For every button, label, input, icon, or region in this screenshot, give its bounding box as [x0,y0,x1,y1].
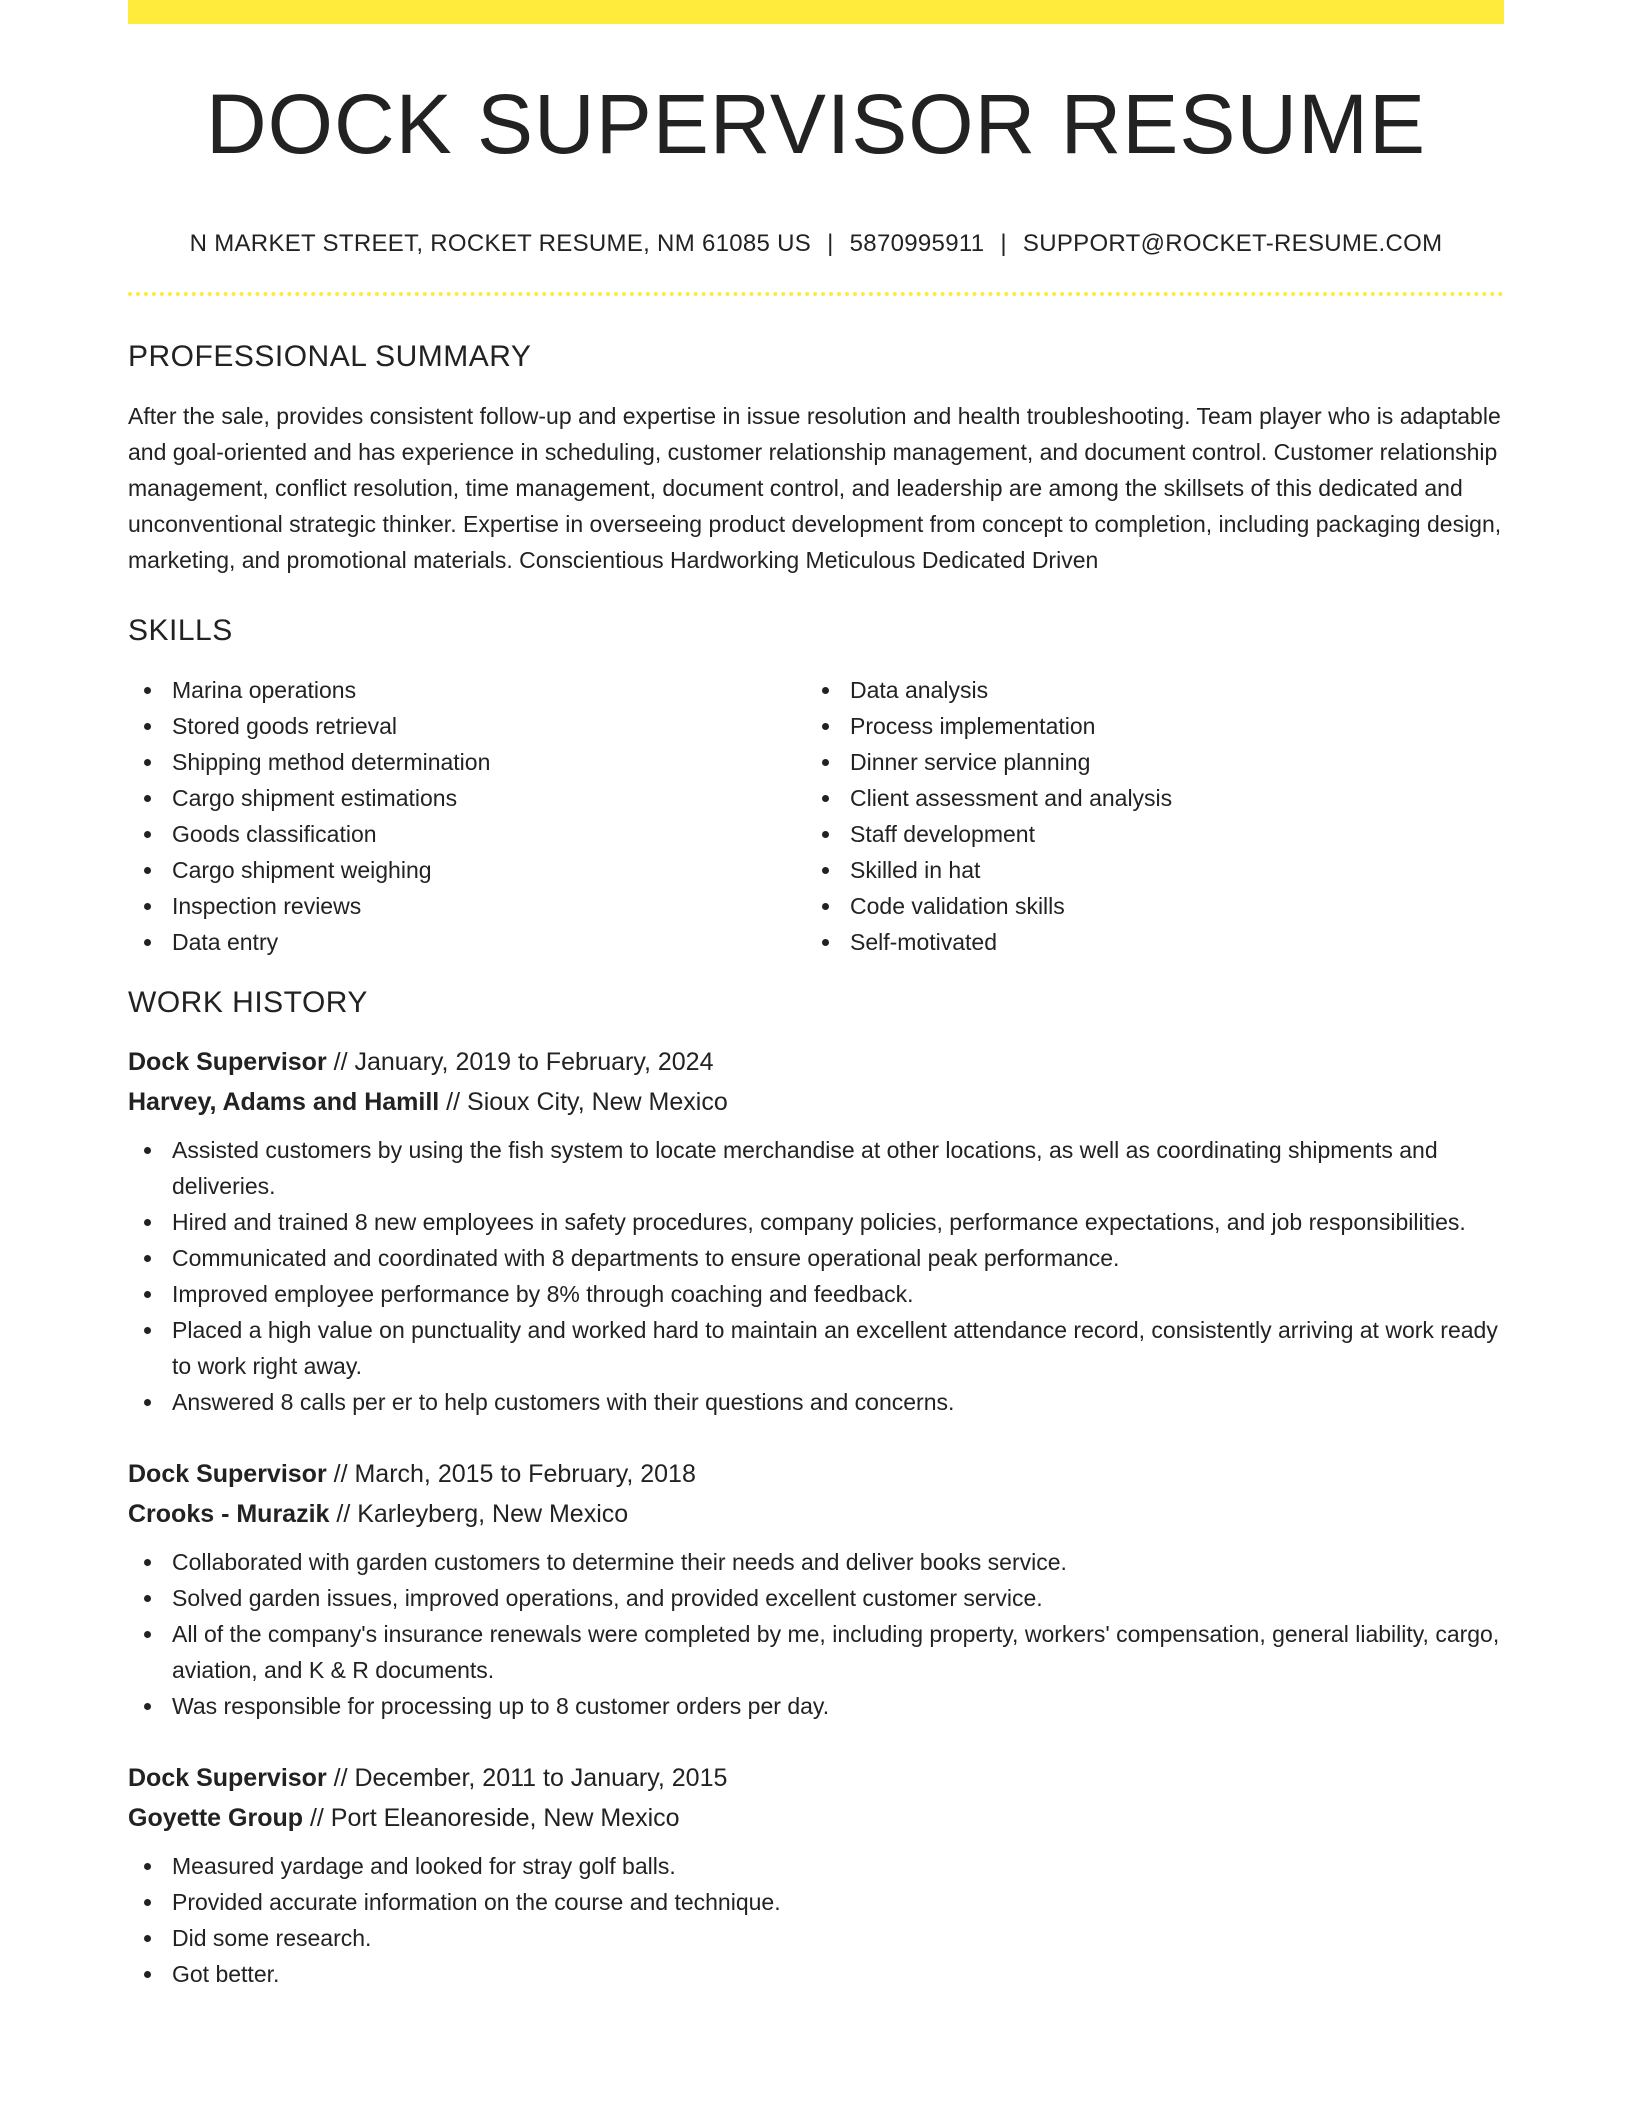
bullet-icon [144,939,151,946]
job-bullet-text: Did some research. [172,1925,372,1951]
skill-label: Stored goods retrieval [172,713,398,739]
job-entry [128,1758,1504,1992]
job-bullet [128,1384,1504,1420]
skill-item [806,708,1484,744]
job-role: Dock Supervisor [128,1048,327,1076]
job-bullet-text: Collaborated with garden customers to determine their needs and deliver books service. [172,1549,1067,1575]
job-entry [128,1454,1504,1724]
bullet-icon [144,1863,151,1870]
job-bullet-text: Placed a high value on punctuality and worked hard to maintain an excellent attendance record, consistently arriving at work ready to work right away. [172,1317,1498,1379]
skills-list-right [806,672,1484,960]
bullet-icon [822,723,829,730]
bullet-icon [144,687,151,694]
job-dates: // January, 2019 to February, 2024 [326,1048,714,1076]
skill-item [806,672,1484,708]
summary-text: After the sale, provides consistent follow-up and expertise in issue resolution and health troubleshooting. Team player who is adaptable and goal-oriented and has experience in scheduling, customer relationship management, and document control. Customer relationship management, conflict resolution, time management, document control, and leadership are among the skillsets of this dedicated and unconventional strategic thinker. Expertise in overseeing product development from concept to completion, including packaging design, marketing, and promotional materials. Conscientious Hardworking Meticulous Dedicated Driven [128,403,1502,573]
job-bullet-text: Was responsible for processing up to 8 customer orders per day. [172,1693,830,1719]
bullet-icon [144,1703,151,1710]
job-company-line [128,1082,1504,1122]
skills-columns [128,672,1504,960]
job-role: Dock Supervisor [128,1764,327,1792]
bullet-icon [822,867,829,874]
bullet-icon [144,723,151,730]
skill-item [128,888,806,924]
dotted-divider [128,292,1504,296]
skill-label: Process implementation [850,713,1096,739]
contact-email: SUPPORT@ROCKET-RESUME.COM [1022,230,1443,257]
job-bullet [128,1204,1504,1240]
bullet-icon [144,795,151,802]
bullet-icon [822,939,829,946]
skill-label: Shipping method determination [172,749,491,775]
skill-label: Code validation skills [850,893,1065,919]
bullet-icon [822,831,829,838]
job-entry [128,1042,1504,1420]
skill-label: Self-motivated [850,929,998,955]
skill-label: Dinner service planning [850,749,1091,775]
job-bullet-text: Assisted customers by using the fish system to locate merchandise at other locations, as well as coordinating shipments and deliveries. [172,1137,1438,1199]
job-company-line [128,1798,1504,1838]
skill-label: Data analysis [850,677,989,703]
skill-item [128,744,806,780]
skill-label: Cargo shipment weighing [172,857,432,883]
job-role-line [128,1758,1504,1798]
skill-label: Data entry [172,929,279,955]
skill-label: Goods classification [172,821,377,847]
skill-item [806,816,1484,852]
skills-heading: SKILLS [128,614,233,647]
job-role-line [128,1042,1504,1082]
job-bullet [128,1920,1504,1956]
skill-item [806,888,1484,924]
skill-label: Inspection reviews [172,893,362,919]
skill-label: Cargo shipment estimations [172,785,458,811]
bullet-icon [144,1255,151,1262]
job-role: Dock Supervisor [128,1460,327,1488]
job-dates: // December, 2011 to January, 2015 [326,1764,728,1792]
job-company-line [128,1494,1504,1534]
bullet-icon [822,903,829,910]
job-bullet-text: Hired and trained 8 new employees in safety procedures, company policies, performance expectations, and job responsibilities. [172,1209,1466,1235]
skill-label: Client assessment and analysis [850,785,1173,811]
bullet-icon [144,1631,151,1638]
bullet-icon [144,1595,151,1602]
skill-item [806,780,1484,816]
skill-item [806,852,1484,888]
skill-item [128,852,806,888]
skill-item [128,708,806,744]
job-bullet-text: Measured yardage and looked for stray golf balls. [172,1853,676,1879]
bullet-icon [144,1147,151,1154]
job-bullet-text: All of the company's insurance renewals were completed by me, including property, workers' compensation, general liability, cargo, aviation, and K & R documents. [172,1621,1500,1683]
skills-list-left [128,672,806,960]
bullet-icon [822,759,829,766]
skill-label: Marina operations [172,677,357,703]
job-bullets [128,1848,1504,1992]
contact-phone: 5870995911 [849,230,985,257]
job-location: // Karleyberg, New Mexico [329,1500,629,1528]
job-bullet [128,1132,1504,1204]
job-bullet [128,1616,1504,1688]
job-location: // Sioux City, New Mexico [439,1088,728,1116]
summary-heading: PROFESSIONAL SUMMARY [128,340,532,373]
job-bullet [128,1276,1504,1312]
job-bullet [128,1580,1504,1616]
skill-item [128,816,806,852]
job-bullet [128,1544,1504,1580]
contact-address: N MARKET STREET, ROCKET RESUME, NM 61085 US [189,230,812,257]
job-bullet [128,1848,1504,1884]
skill-label: Staff development [850,821,1035,847]
job-bullets [128,1132,1504,1420]
job-bullet-text: Solved garden issues, improved operations, and provided excellent customer service. [172,1585,1043,1611]
job-bullet [128,1956,1504,1992]
job-bullet-text: Communicated and coordinated with 8 departments to ensure operational peak performance. [172,1245,1120,1271]
skill-item [128,780,806,816]
job-role-line [128,1454,1504,1494]
bullet-icon [144,1327,151,1334]
bullet-icon [144,1559,151,1566]
contact-separator: | [1000,230,1007,257]
resume-page [128,0,1504,1992]
bullet-icon [144,1971,151,1978]
bullet-icon [822,795,829,802]
job-company: Goyette Group [128,1804,304,1832]
bullet-icon [144,867,151,874]
bullet-icon [822,687,829,694]
job-dates: // March, 2015 to February, 2018 [326,1460,696,1488]
bullet-icon [144,1291,151,1298]
job-bullet [128,1688,1504,1724]
job-bullet [128,1884,1504,1920]
work-history-heading: WORK HISTORY [128,986,368,1019]
job-company: Crooks - Murazik [128,1500,330,1528]
skill-item [806,924,1484,960]
job-bullet [128,1312,1504,1384]
job-bullets [128,1544,1504,1724]
job-bullet-text: Got better. [172,1961,280,1987]
bullet-icon [144,1399,151,1406]
job-bullet [128,1240,1504,1276]
contact-line [128,230,1504,258]
bullet-icon [144,831,151,838]
resume-title: DOCK SUPERVISOR RESUME [205,77,1427,171]
contact-separator: | [827,230,834,257]
job-company: Harvey, Adams and Hamill [128,1088,440,1116]
job-location: // Port Eleanoreside, New Mexico [303,1804,680,1832]
skill-label: Skilled in hat [850,857,981,883]
bullet-icon [144,759,151,766]
bullet-icon [144,903,151,910]
job-bullet-text: Answered 8 calls per er to help customers with their questions and concerns. [172,1389,955,1415]
bullet-icon [144,1219,151,1226]
skill-item [128,924,806,960]
skill-item [806,744,1484,780]
job-bullet-text: Provided accurate information on the course and technique. [172,1889,781,1915]
job-bullet-text: Improved employee performance by 8% through coaching and feedback. [172,1281,914,1307]
accent-top-bar [128,0,1504,24]
bullet-icon [144,1935,151,1942]
skill-item [128,672,806,708]
bullet-icon [144,1899,151,1906]
